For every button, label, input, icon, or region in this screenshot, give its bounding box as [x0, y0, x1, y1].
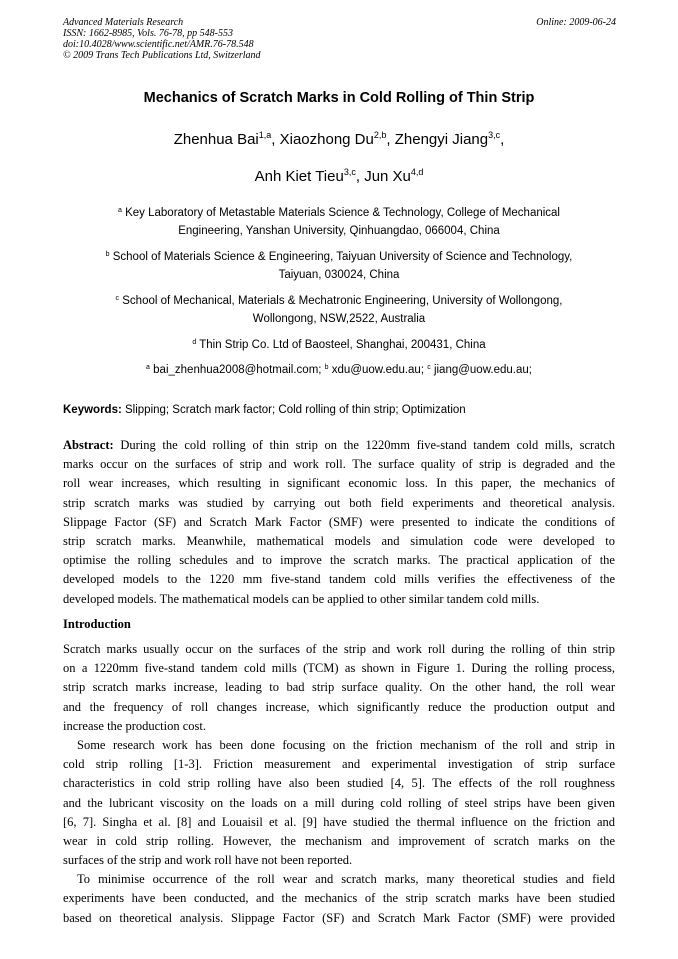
keywords [63, 402, 623, 418]
author-emails [62, 361, 616, 379]
affiliation-text: Wollongong, NSW,2522, Australia [252, 313, 426, 325]
journal-name: Advanced Materials Research [63, 17, 184, 28]
author-affiliation-mark: 3,c [488, 130, 501, 140]
email-link[interactable]: xdu@uow.edu.au; [331, 364, 425, 376]
affiliation-text: Key Laboratory of Metastable Materials Science & Technology, College of Mechanical [125, 207, 560, 219]
body-line: and the frequency of roll changes increase, which significantly reduce the production output and [63, 699, 615, 714]
body-line: Some research work has been done focusing on the friction mechanism of the roll and strip in [77, 737, 615, 752]
email-mark: c [427, 364, 431, 371]
journal-copyright: © 2009 Trans Tech Publications Ltd, Switzerland [63, 50, 261, 61]
abstract-line: optimise the rolling schedules and to improve the scratch marks. The practical application of the [63, 553, 615, 568]
author-affiliation-mark: 4,d [410, 167, 424, 177]
affiliation-mark: a [117, 207, 122, 214]
author-name: Zhengyi Jiang [394, 131, 489, 148]
affiliation-text: Taiyuan, 030024, China [278, 269, 400, 281]
section-heading-introduction: Introduction [63, 617, 131, 631]
body-line: and the lubricant viscosity on the loads on a mill during cold rolling of steel strips have been given [63, 795, 615, 810]
email-mark: b [324, 364, 329, 371]
author-affiliation-mark: 3,c [343, 167, 356, 177]
affiliation-mark: c [115, 295, 120, 302]
abstract-line: Slippage Factor (SF) and Scratch Mark Factor (SMF) were presented to indicate the conditions of [63, 514, 615, 529]
author-affiliation-mark: 1,a [258, 130, 272, 140]
journal-header [63, 17, 483, 61]
body-line: [6, 7]. Singha et al. [8] and Louaisil et al. [9] have studied the thermal influence on the friction and [63, 814, 615, 829]
body-line: on a 1220mm five-stand tandem cold mills (TCM) as shown in Figure 1. During the rolling process, [63, 661, 615, 676]
author-name: Anh Kiet Tieu [254, 168, 344, 185]
affiliation-b [62, 248, 616, 284]
affiliation-d [62, 336, 616, 354]
abstract [63, 436, 615, 609]
body-line: cold strip rolling [1-3]. Friction measurement and experimental investigation of strip surface [63, 757, 615, 772]
body-line: wear in cold strip rolling. However, the mechanism and improvement of scratch marks on the [63, 833, 615, 848]
author-name: Zhenhua Bai [173, 131, 259, 148]
affiliation-c [62, 292, 616, 328]
abstract-line: developed models. The mathematical models can be applied to other similar tandem cold mills. [63, 591, 540, 606]
author-line-2: Anh Kiet Tieu$^{3,c}$, Jun Xu$^{4,d}$ [254, 167, 424, 185]
body-line: increase the production cost. [63, 718, 207, 733]
keywords-text: Slipping; Scratch mark factor; Cold rolling of thin strip; Optimization [125, 404, 466, 416]
abstract-line: developed models to the 1220 mm five-stand tandem cold mills verifies the effectiveness of the [63, 572, 615, 587]
abstract-label: Abstract: [63, 438, 114, 452]
keywords-label: Keywords: [63, 404, 122, 416]
introduction-body [63, 640, 615, 928]
author-name: Jun Xu [364, 168, 411, 185]
body-line: based on theoretical analysis. Slippage Factor (SF) and Scratch Mark Factor (SMF) were provided [63, 910, 615, 925]
abstract-line: strip scratch marks. Meanwhile, mathematical models and simulation code were developed to [63, 533, 615, 548]
body-line: To minimise occurrence of the roll wear and scratch marks, many theoretical studies and field [77, 872, 615, 887]
body-line: strip scratch marks increase, leading to bad strip surface quality. On the other hand, the roll wear [63, 680, 615, 695]
abstract-line: roll wear increases, which resulting in significant economic loss. In this paper, the mechanics of [63, 476, 615, 491]
paper-title: Mechanics of Scratch Marks in Cold Rolling of Thin Strip [143, 90, 535, 106]
email-mark: a [146, 364, 150, 371]
email-link[interactable]: bai_zhenhua2008@hotmail.com; [153, 364, 322, 376]
body-line: experiments have been conducted, and the mechanics of the strip scratch marks have been studied [63, 891, 615, 906]
abstract-line: strip scratch marks was studied by carrying out both field experiments and theoretical analysis. [63, 495, 615, 510]
affiliation-text: School of Mechanical, Materials & Mechatronic Engineering, University of Wollongong, [122, 295, 563, 307]
affiliation-text: Thin Strip Co. Ltd of Baosteel, Shanghai, 200431, China [199, 339, 486, 351]
affiliation-mark: b [105, 251, 110, 258]
body-line: Scratch marks usually occur on the surfaces of the strip and work roll during the rolling of thin strip [63, 642, 615, 656]
affiliation-text: School of Materials Science & Engineering, Taiyuan University of Science and Technology, [112, 251, 573, 263]
affiliation-text: Engineering, Yanshan University, Qinhuangdao, 066004, China [178, 225, 500, 237]
body-line: surfaces of the strip and work roll have not been reported. [63, 853, 353, 868]
body-line: characteristics in cold strip rolling have also been studied [4, 5]. The effects of the roll roughness [63, 776, 615, 791]
author-affiliation-mark: 2,b [373, 130, 387, 140]
affiliation-mark: d [192, 339, 197, 346]
abstract-line [63, 436, 615, 455]
journal-doi[interactable]: doi:10.4028/www.scientific.net/AMR.76-78.548 [63, 39, 254, 50]
email-link[interactable]: jiang@uow.edu.au; [433, 364, 532, 376]
author-line-1: Zhenhua Bai$^{1,a}$, Xiaozhong Du$^{2,b}$, Zhengyi Jiang$^{3,c}$, [173, 130, 505, 148]
affiliation-a [62, 204, 616, 240]
author-name: Xiaozhong Du [279, 131, 374, 148]
journal-issn: ISSN: 1662-8985, Vols. 76-78, pp 548-553 [63, 28, 233, 39]
online-date: Online: 2009-06-24 [536, 17, 616, 28]
abstract-line: marks occur on the surfaces of strip and work roll. The surface quality of strip is degraded and the [63, 457, 615, 472]
abstract-text: During the cold rolling of thin strip on the 1220mm five-stand tandem cold mills, scratch [120, 438, 615, 452]
